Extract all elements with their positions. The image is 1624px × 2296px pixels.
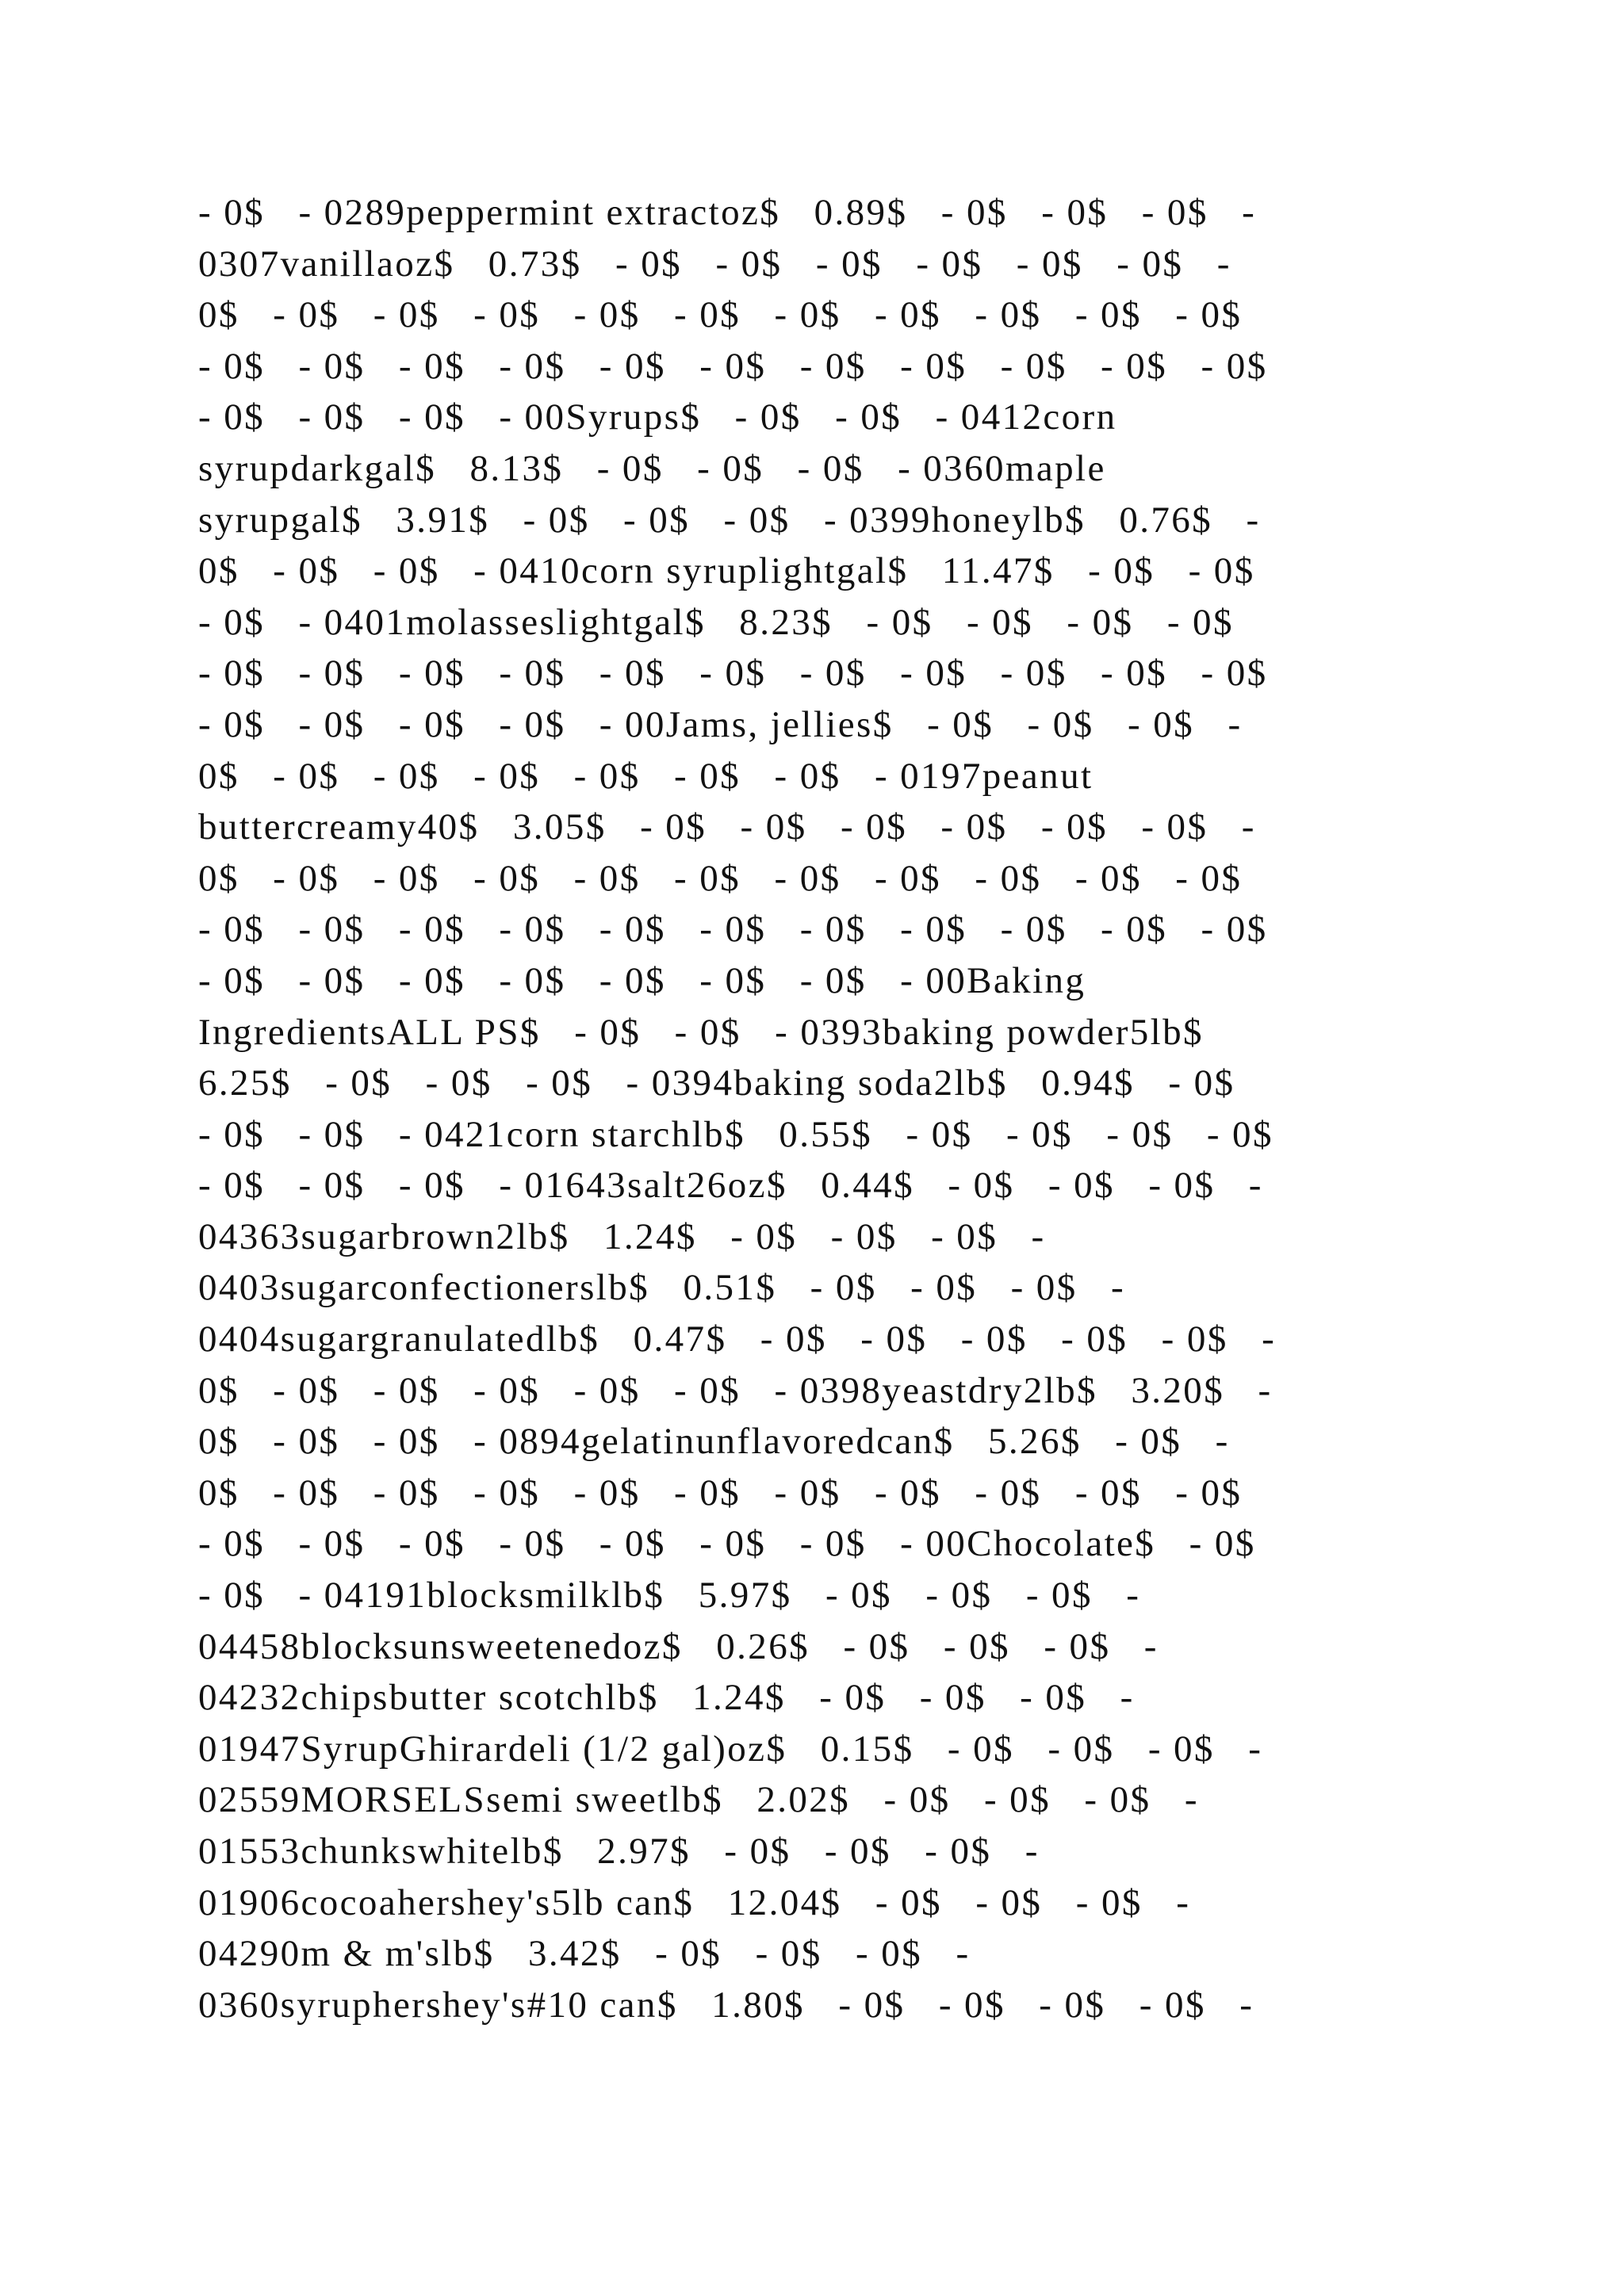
text-line-2: 0307vanillaoz$ 0.73$ - 0$ - 0$ - 0$ - 0$ - 0$ - 0$ - [198,243,1231,285]
text-line-4: - 0$ - 0$ - 0$ - 0$ - 0$ - 0$ - 0$ - 0$ - 0$ - 0$ - 0$ [198,345,1268,387]
text-line-5: - 0$ - 0$ - 0$ - 00Syrups$ - 0$ - 0$ - 0412corn [198,396,1117,438]
text-line-29: 04458blocksunsweetenedoz$ 0.26$ - 0$ - 0$ - 0$ - [198,1625,1159,1667]
text-line-26: 0$ - 0$ - 0$ - 0$ - 0$ - 0$ - 0$ - 0$ - 0$ - 0$ - 0$ [198,1471,1243,1513]
text-line-22: 0403sugarconfectionerslb$ 0.51$ - 0$ - 0$ - 0$ - [198,1267,1126,1309]
text-line-35: 04290m & m'slb$ 3.42$ - 0$ - 0$ - 0$ - [198,1933,971,1975]
text-line-18: 6.25$ - 0$ - 0$ - 0$ - 0394baking soda2lb$ 0.94$ - 0$ [198,1062,1235,1104]
text-line-14: 0$ - 0$ - 0$ - 0$ - 0$ - 0$ - 0$ - 0$ - 0$ - 0$ - 0$ [198,857,1243,899]
text-line-28: - 0$ - 04191blocksmilklb$ 5.97$ - 0$ - 0$ - 0$ - [198,1575,1141,1617]
text-line-31: 01947SyrupGhirardeli (1/2 gal)oz$ 0.15$ - 0$ - 0$ - 0$ - [198,1728,1263,1770]
text-line-1: - 0$ - 0289peppermint extractoz$ 0.89$ - 0$ - 0$ - 0$ - [198,192,1257,233]
text-line-7: syrupgal$ 3.91$ - 0$ - 0$ - 0$ - 0399honeylb$ 0.76$ - [198,499,1261,541]
text-line-21: 04363sugarbrown2lb$ 1.24$ - 0$ - 0$ - 0$ - [198,1215,1046,1257]
text-line-24: 0$ - 0$ - 0$ - 0$ - 0$ - 0$ - 0398yeastdry2lb$ 3.20$ - [198,1369,1273,1411]
price-list-text [198,187,1435,2030]
text-line-19: - 0$ - 0$ - 0421corn starchlb$ 0.55$ - 0$ - 0$ - 0$ - 0$ [198,1113,1274,1155]
text-line-6: syrupdarkgal$ 8.13$ - 0$ - 0$ - 0$ - 0360maple [198,447,1106,489]
text-line-12: 0$ - 0$ - 0$ - 0$ - 0$ - 0$ - 0$ - 0197peanut [198,755,1094,797]
text-line-30: 04232chipsbutter scotchlb$ 1.24$ - 0$ - 0$ - 0$ - [198,1677,1135,1719]
text-line-15: - 0$ - 0$ - 0$ - 0$ - 0$ - 0$ - 0$ - 0$ - 0$ - 0$ - 0$ [198,909,1268,951]
text-line-16: - 0$ - 0$ - 0$ - 0$ - 0$ - 0$ - 0$ - 00Baking [198,959,1086,1001]
text-line-17: IngredientsALL PS$ - 0$ - 0$ - 0393baking powder5lb$ [198,1011,1204,1053]
text-line-33: 01553chunkswhitelb$ 2.97$ - 0$ - 0$ - 0$ - [198,1831,1040,1872]
text-line-23: 0404sugargranulatedlb$ 0.47$ - 0$ - 0$ - 0$ - 0$ - 0$ - [198,1318,1277,1360]
text-line-20: - 0$ - 0$ - 0$ - 01643salt26oz$ 0.44$ - 0$ - 0$ - 0$ - [198,1165,1263,1207]
text-line-11: - 0$ - 0$ - 0$ - 0$ - 00Jams, jellies$ - 0$ - 0$ - 0$ - [198,703,1243,745]
text-line-13: buttercreamy40$ 3.05$ - 0$ - 0$ - 0$ - 0$ - 0$ - 0$ - [198,806,1256,848]
text-line-34: 01906cocoahershey's5lb can$ 12.04$ - 0$ - 0$ - 0$ - [198,1881,1191,1923]
text-line-27: - 0$ - 0$ - 0$ - 0$ - 0$ - 0$ - 0$ - 00Chocolate$ - 0$ [198,1523,1256,1565]
text-line-10: - 0$ - 0$ - 0$ - 0$ - 0$ - 0$ - 0$ - 0$ - 0$ - 0$ - 0$ [198,652,1268,695]
text-line-9: - 0$ - 0401molasseslightgal$ 8.23$ - 0$ - 0$ - 0$ - 0$ [198,601,1234,643]
text-line-3: 0$ - 0$ - 0$ - 0$ - 0$ - 0$ - 0$ - 0$ - 0$ - 0$ - 0$ [198,294,1243,336]
text-line-36: 0360syruphershey's#10 can$ 1.80$ - 0$ - 0$ - 0$ - 0$ - [198,1984,1254,2026]
text-line-25: 0$ - 0$ - 0$ - 0894gelatinunflavoredcan$ 5.26$ - 0$ - [198,1421,1230,1463]
text-line-32: 02559MORSELSsemi sweetlb$ 2.02$ - 0$ - 0$ - 0$ - [198,1779,1199,1821]
text-line-8: 0$ - 0$ - 0$ - 0410corn syruplightgal$ 11.47$ - 0$ - 0$ [198,550,1255,592]
